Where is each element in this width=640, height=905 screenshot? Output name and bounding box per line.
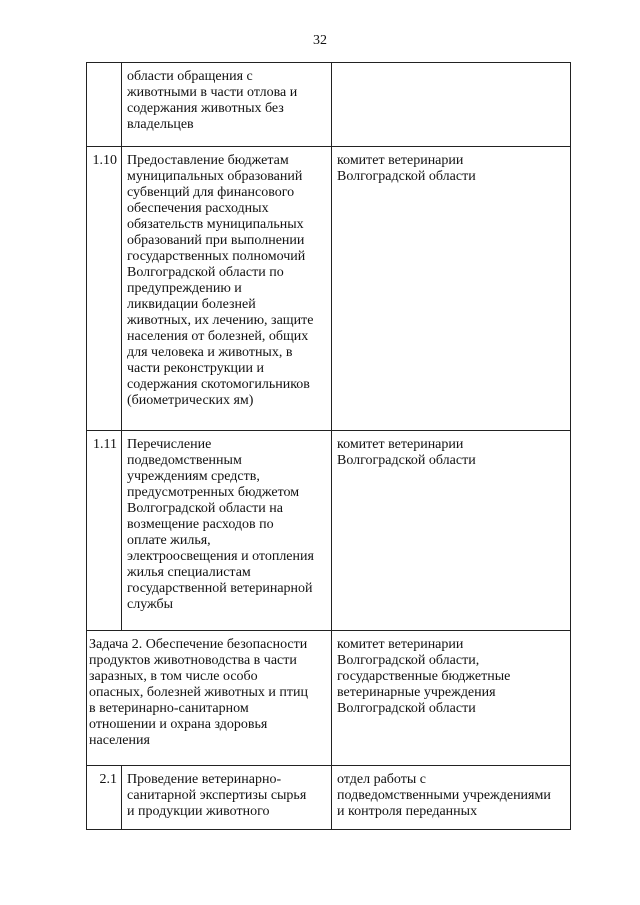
task-line: опасных, болезней животных и птиц <box>89 685 308 700</box>
description-line: субвенций для финансового <box>127 185 295 200</box>
row-number: 1.10 <box>92 153 117 168</box>
description-line: содержания скотомогильников <box>127 377 310 392</box>
row-number-cell <box>87 63 122 147</box>
table-row <box>87 431 571 631</box>
executor-cell <box>332 431 571 631</box>
executor-cell <box>332 631 571 766</box>
executor-line: подведомственными учреждениями <box>337 788 551 803</box>
executor-line: комитет ветеринарии <box>337 153 464 168</box>
description-line: муниципальных образований <box>127 169 303 184</box>
description-line: ликвидации болезней <box>127 297 256 312</box>
executor-line: Волгоградской области <box>337 169 476 184</box>
description-line: владельцев <box>127 117 194 132</box>
description-cell <box>122 63 332 147</box>
description-line: Волгоградской области на <box>127 501 283 516</box>
executor-line: Волгоградской области, <box>337 653 480 668</box>
task-line: продуктов животноводства в части <box>89 653 297 668</box>
description-line: предусмотренных бюджетом <box>127 485 300 500</box>
executor-line: комитет ветеринарии <box>337 437 464 452</box>
task-cell <box>87 631 332 766</box>
description-line: и продукции животного <box>127 804 270 819</box>
description-line: возмещение расходов по <box>127 517 274 532</box>
task-line: заразных, в том числе особо <box>89 669 258 684</box>
description-line: области обращения с <box>127 69 253 84</box>
description-cell <box>122 766 332 830</box>
page-number: 32 <box>313 33 327 48</box>
table-row <box>87 631 571 766</box>
description-line: государственной ветеринарной <box>127 581 313 596</box>
description-line: Предоставление бюджетам <box>127 153 289 168</box>
row-number: 2.1 <box>99 772 117 787</box>
description-line: (биометрических ям) <box>127 393 254 408</box>
task-line: населения <box>89 733 150 748</box>
description-line: оплате жилья, <box>127 533 211 548</box>
task-line: в ветеринарно-санитарном <box>89 701 249 716</box>
description-line: жилья специалистам <box>127 565 251 580</box>
description-cell <box>122 147 332 431</box>
description-line: учреждениям средств, <box>127 469 260 484</box>
description-line: для человека и животных, в <box>127 345 293 360</box>
row-number: 1.11 <box>93 437 117 452</box>
description-line: Перечисление <box>127 437 212 452</box>
executor-line: Волгоградской области <box>337 701 476 716</box>
description-line: электроосвещения и отопления <box>127 549 314 564</box>
description-line: образований при выполнении <box>127 233 305 248</box>
task-line: Задача 2. Обеспечение безопасности <box>89 637 308 652</box>
row-number-cell <box>87 766 122 830</box>
row-number <box>117 68 121 74</box>
executor-line: Волгоградской области <box>337 453 476 468</box>
row-number-cell <box>87 431 122 631</box>
executor-line: комитет ветеринарии <box>337 637 464 652</box>
table-row <box>87 766 571 830</box>
description-line: Проведение ветеринарно- <box>127 772 282 787</box>
description-line: животными в части отлова и <box>127 85 298 100</box>
executor-cell <box>332 766 571 830</box>
table-row <box>87 147 571 431</box>
description-line: государственных полномочий <box>127 249 306 264</box>
description-line: санитарной экспертизы сырья <box>127 788 307 803</box>
executor-line: ветеринарные учреждения <box>337 685 496 700</box>
row-number-cell <box>87 147 122 431</box>
description-line: службы <box>127 597 174 612</box>
executor-line: и контроля переданных <box>337 804 478 819</box>
task-line: отношении и охрана здоровья <box>89 717 268 732</box>
description-line: животных, их лечению, защите <box>127 313 314 328</box>
executor-cell <box>332 63 571 147</box>
description-line: содержания животных без <box>127 101 284 116</box>
description-line: подведомственным <box>127 453 242 468</box>
description-cell <box>122 431 332 631</box>
description-line: предупреждению и <box>127 281 242 296</box>
description-line: обязательств муниципальных <box>127 217 304 232</box>
description-line: части реконструкции и <box>127 361 264 376</box>
description-line: обеспечения расходных <box>127 201 269 216</box>
executor-line: отдел работы с <box>337 772 426 787</box>
description-line: населения от болезней, общих <box>127 329 309 344</box>
measures-table <box>86 62 571 830</box>
table-row <box>87 63 571 147</box>
executor-cell <box>332 147 571 431</box>
executor-line: государственные бюджетные <box>337 669 511 684</box>
description-line: Волгоградской области по <box>127 265 284 280</box>
